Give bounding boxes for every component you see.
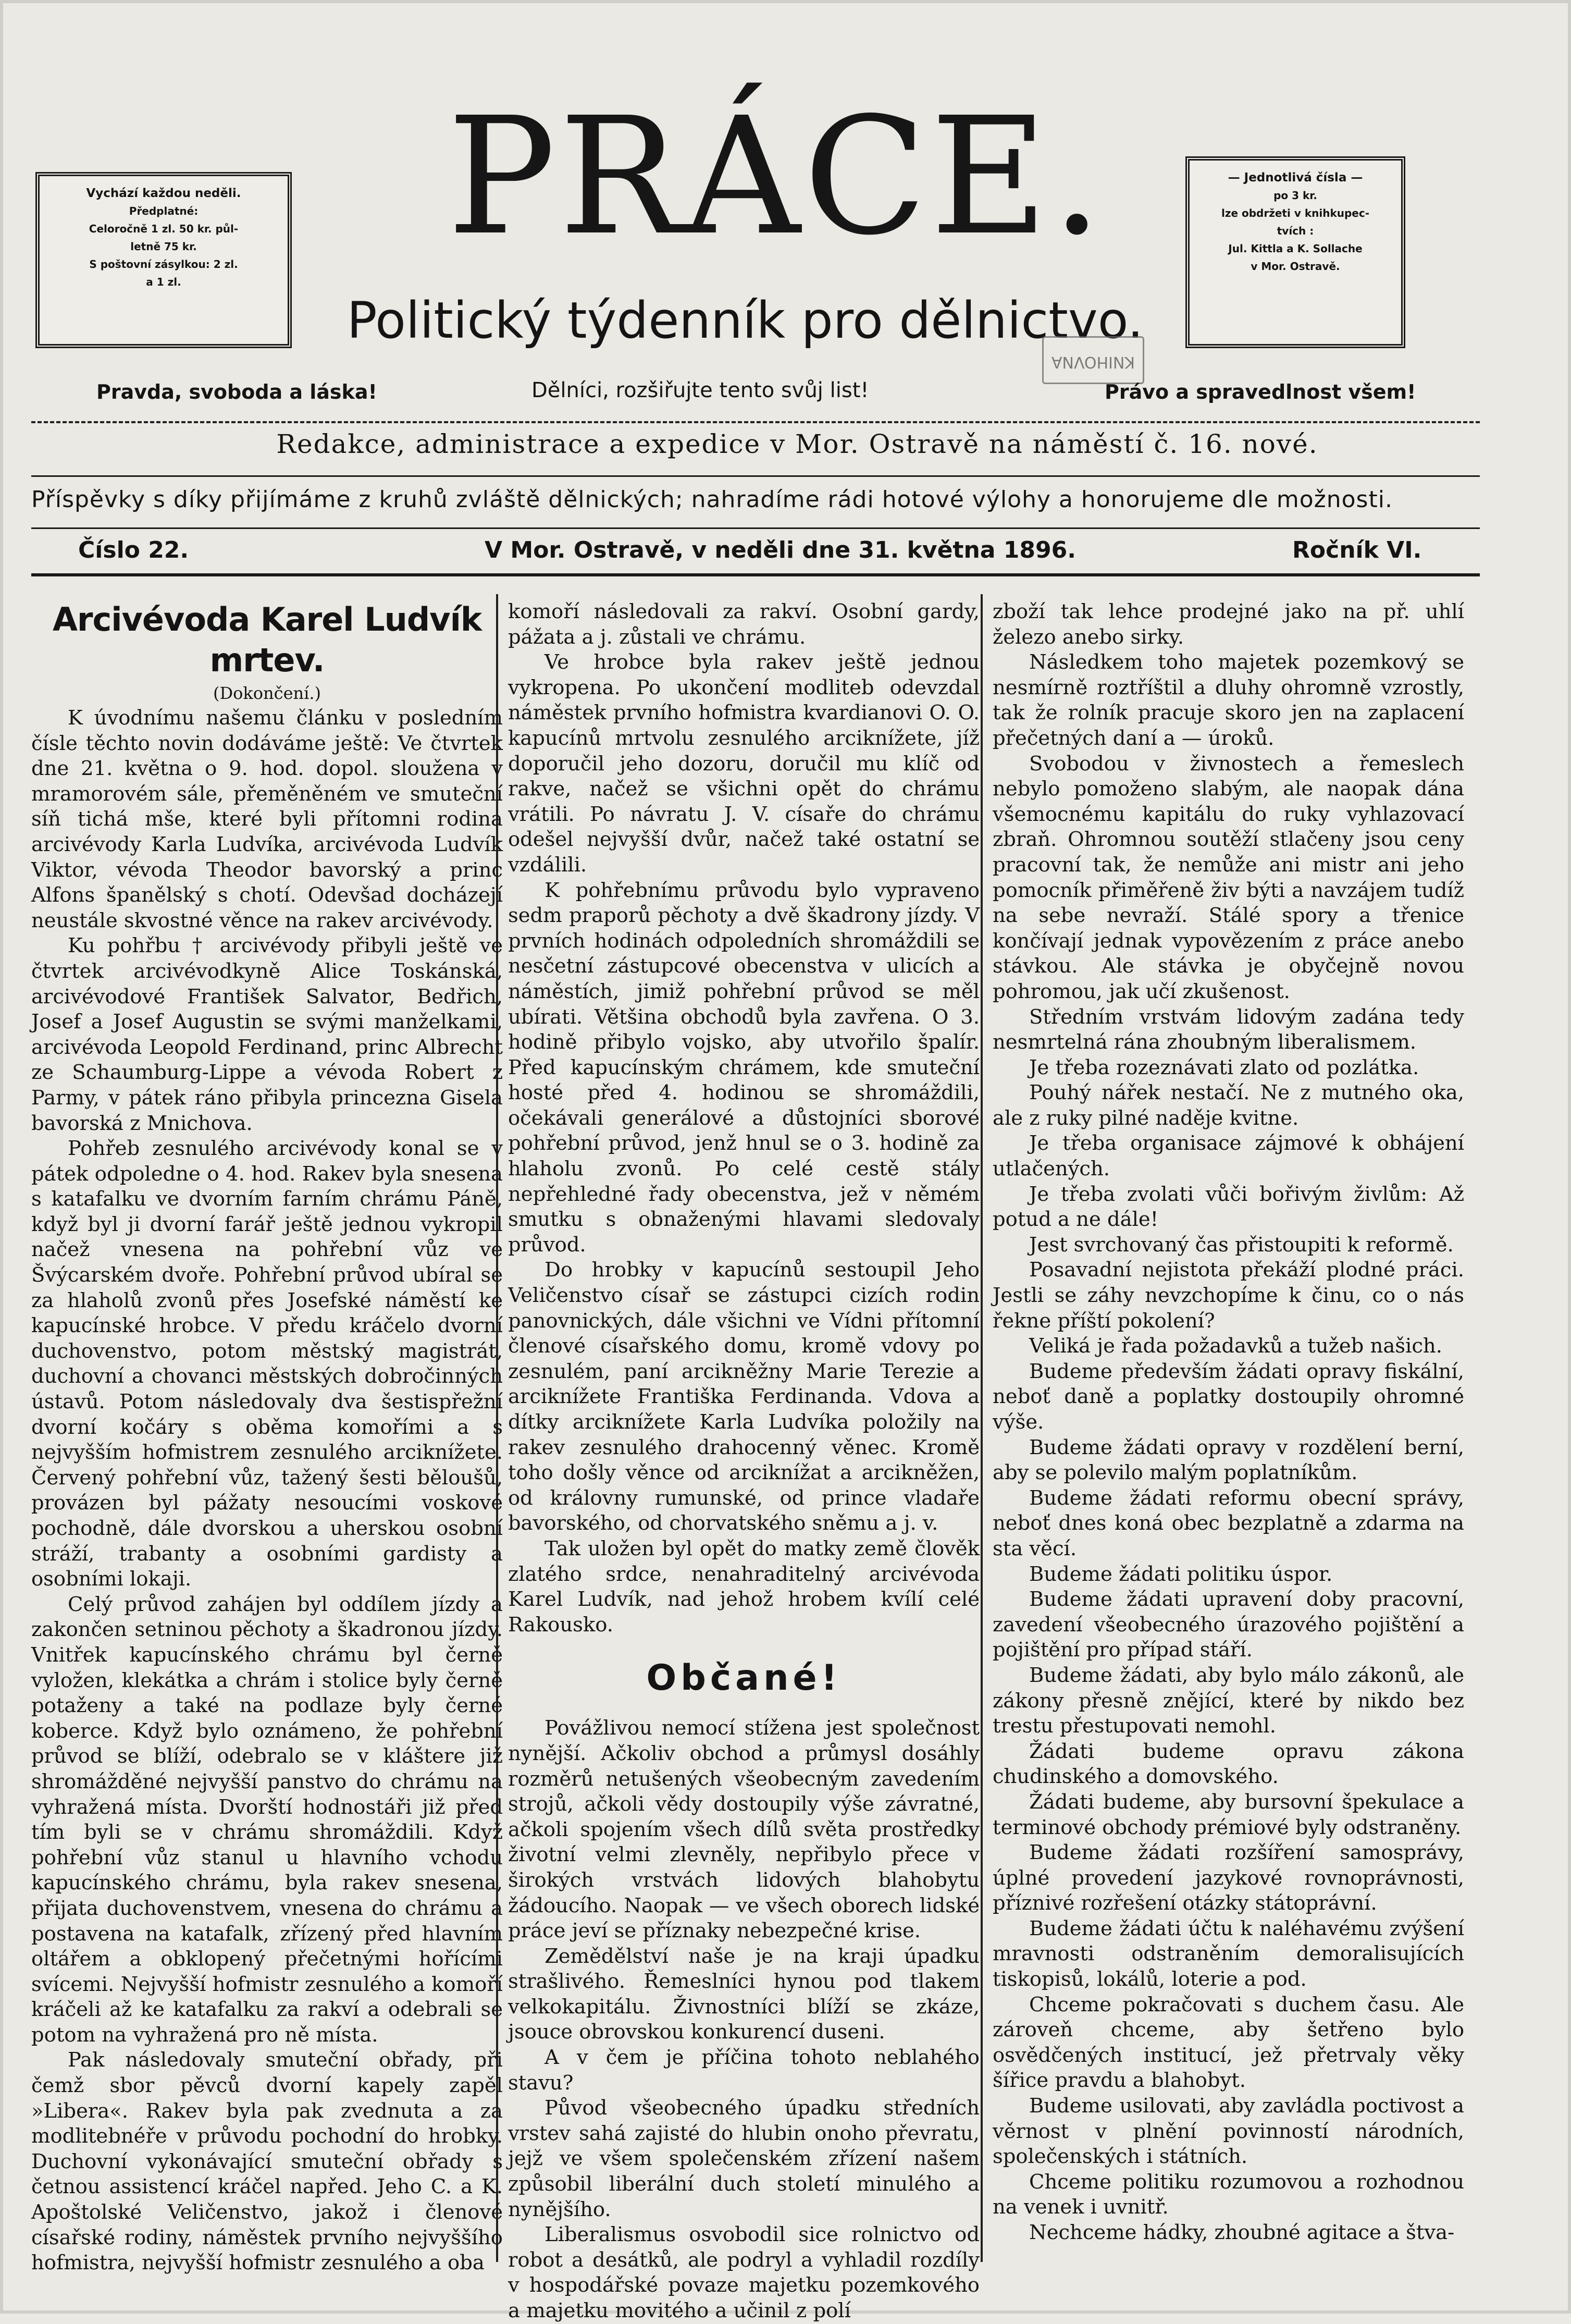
subscription-line: letně 75 kr. [130, 240, 197, 253]
article-paragraph: Je třeba zvolati vůči bořivým živlům: Až potud a ne dále! [993, 1182, 1464, 1232]
article-headline: Občané! [646, 1657, 842, 1699]
price-line: v Mor. Ostravě. [1251, 260, 1340, 273]
issue-date: V Mor. Ostravě, v neděli dne 31. května 1896. [485, 537, 1076, 563]
article-paragraph: Nechceme hádky, zhoubné agitace a štva- [1029, 2221, 1455, 2244]
subscription-line: a 1 zl. [146, 276, 181, 288]
subscription-line: Celoročně 1 zl. 50 kr. půl- [89, 223, 239, 235]
article-paragraph: Budeme žádati reformu obecní správy, neboť dnes koná obec bezplatně a zdarma na sta věcí. [993, 1486, 1464, 1560]
article-paragraph: Zemědělství naše je na kraji úpadku strašlivého. Řemeslníci hynou pod tlakem velkokapitálu. Živnostníci blíží se zkáze, jsouce obrovskou konkurencí duseni. [508, 1944, 980, 2044]
article-paragraph: Posavadní nejistota překáží plodné práci. Jestli se záhy nevzchopíme k činu, co o nás řekne příští pokolení? [993, 1258, 1464, 1333]
divider [31, 573, 1480, 576]
subscription-line: Předplatné: [129, 205, 199, 217]
article-paragraph: Budeme žádati opravy v rozdělení berní, aby se polevilo malým poplatníkům. [993, 1435, 1464, 1485]
issue-volume: Ročník VI. [1292, 537, 1422, 563]
newspaper-title: PRÁCE. [447, 83, 1106, 271]
article-paragraph: Budeme žádati upravení doby pracovní, zavedení všeobecného úrazového pojištění a pojištění pro případ stáří. [993, 1588, 1464, 1662]
motto-left: Pravda, svoboda a láska! [96, 380, 377, 403]
article-paragraph: Budeme žádati, aby bylo málo zákonů, ale zákony přesně znějící, které by nikdo bez trestu přestupovati nemohl. [993, 1663, 1464, 1738]
article-paragraph: Budeme žádati účtu k naléhavému zvýšení mravnosti odstraněním demoralisujících tiskopisů, lokálů, loterie a pod. [993, 1916, 1464, 1991]
article-paragraph: Středním vrstvám lidovým zadána tedy nesmrtelná rána zhoubným liberalismem. [993, 1005, 1464, 1054]
article-paragraph: Původ všeobecného úpadku středních vrstev sahá zajisté do hlubin onoho převratu, jejž ve všem společenském zřízení našem způsobil liberální duch století minulého a nynějšího. [508, 2096, 980, 2221]
article-paragraph: Tak uložen byl opět do matky země člověk zlatého srdce, nenahraditelný arcivévoda Karel Ludvík, nad jehož hrobem kvílí celé Rakousko. [508, 1536, 980, 1637]
article-paragraph: Pouhý nářek nestačí. Ne z mutného oka, ale z ruky pilné naděje kvitne. [993, 1081, 1464, 1130]
price-line: lze obdržeti v knihkupec- [1221, 207, 1370, 219]
price-line: tvích : [1277, 225, 1314, 237]
article-paragraph: Budeme usilovati, aby zavládla poctivost a věrnost v plnění povinností národních, společenských i státních. [993, 2094, 1464, 2169]
article-paragraph: Liberalismus osvobodil sice rolnictvo od robot a desátků, ale podryl a vyhladil rozdíly v hospodářské povaze majetku pozemkového a majetku movitého a učinil z polí [508, 2223, 980, 2322]
article-paragraph: Jest svrchovaný čas přistoupiti k reformě. [1029, 1233, 1454, 1257]
price-line: po 3 kr. [1273, 189, 1317, 202]
article-paragraph: Pohřeb zesnulého arcivévody konal se v pátek odpoledne o 4. hod. Rakev byla snesena s katafalku ve dvorním farním chrámu Páně, když byl ji dvorní farář ještě jednou vykropil načež vnesena na pohřební vůz ve Švýcarském dvoře. Pohřební průvod ubíral se za hlaholů zvonů přes Josefské náměstí ke kapucínské hrobce. V předu kráčelo dvorní duchovenstvo, potom městský magistrát, duchovní a chovanci městských dobročinných ústavů. Potom následovaly dva šestispřežní dvorní kočáry s oběma komořími a s nejvyšším hofmistrem zesnulého arciknížete. Červený pohřební vůz, tažený šesti běloušů, provázen byl pážaty nesoucími voskové pochodně, dále dvorskou a uherskou osobní stráží, trabanty a osobními gardisty a osobními lokaji. [31, 1137, 503, 1591]
price-line: Jul. Kittla a K. Sollache [1228, 242, 1363, 255]
divider [31, 527, 1480, 529]
article-paragraph: Chceme politiku rozumovou a rozhodnou na venek i uvnitř. [993, 2170, 1464, 2219]
article-paragraph: Budeme žádati rozšíření samosprávy, úplné provedení jazykové rovnoprávnosti, příznivé rozřešení otázky státoprávní. [993, 1841, 1464, 1915]
article-paragraph: Budeme žádati politiku úspor. [1029, 1562, 1333, 1586]
article-paragraph: zboží tak lehce prodejné jako na př. uhlí železo anebo sirky. [993, 600, 1464, 649]
article-paragraph: komoří následovali za rakví. Osobní gardy, pážata a j. zůstali ve chrámu. [508, 600, 980, 649]
article-paragraph: Ve hrobce byla rakev ještě jednou vykropena. Po ukončení modliteb odevzdal náměstek prvního hofmistra kvardianovi O. O. kapucínů mrtvolu zesnulého arciknížete, jíž doporučil jeho dozoru, doručil mu klíč od rakve, načež se všichni opět do chrámu vrátili. Po návratu J. V. císaře do chrámu odešel nejvyšší dvůr, načež také ostatní se vzdálili. [508, 650, 980, 877]
article-paragraph: Budeme především žádati opravy fiskální, neboť daně a poplatky dostoupily ohromné výše. [993, 1359, 1464, 1434]
article-headline: Arcivévoda Karel Ludvík mrtev. [52, 600, 482, 679]
contributions-line: Příspěvky s díky přijímáme z kruhů zvláště dělnických; nahradíme rádi hotové výlohy a honorujeme dle možnosti. [31, 486, 1393, 513]
subscription-line: Vychází každou neděli. [86, 187, 241, 200]
newspaper-subtitle: Politický týdenník pro dělnictvo. [347, 291, 1144, 350]
divider [31, 475, 1480, 477]
article-paragraph: Svobodou v živnostech a řemeslech nebylo pomoženo slabým, ale naopak dána všemocnému kapitálu do ruky vyhlazovací zbraň. Ohromnou soutěží stlačeny jsou ceny pracovní tak, že nemůže ani mistr ani jeho pomocník přiměřeně živ býti a navzájem tudíž na sebe nevraží. Stálé spory a třenice končívají jednak vypovězením z práce anebo stávkou. Ale stávka je obyčejně novou pohromou, jak učí zkušenost. [993, 752, 1464, 1003]
article-paragraph: Celý průvod zahájen byl oddílem jízdy a zakončen setninou pěchoty a škadronou jízdy. Vnitřek kapucínského chrámu byl černě vyložen, klekátka a chrám i stolice byly černě potaženy a také na podlaze byly černé koberce. Když bylo oznámeno, že pohřební průvod se blíží, odebralo se v kláštere již shromážděné nejvyšší panstvo do chrámu na vyhražená místa. Dvorští hodnostáři již před tím byli se v chrámu shromáždili. Když pohřební vůz stanul u hlavního vchodu kapucínského chrámu, byla rakev snesena, přijata duchovenstvem, vnesena do chrámu a postavena na katafalk, zřízený před hlavním oltářem a obklopený přečetnými hořícími svícemi. Nejvyšší hofmistr zesnulého a komoří kráčeli až ke katafalku za rakví a odebrali se potom na vyhražená pro ně místa. [31, 1592, 503, 2047]
subscription-line: S poštovní zásylkou: 2 zl. [89, 258, 238, 270]
article-paragraph: Žádati budeme opravu zákona chudinského a domovského. [993, 1739, 1464, 1789]
issue-number: Číslo 22. [78, 537, 189, 563]
column-rule [981, 594, 983, 2262]
price-line: — Jednotlivá čísla — [1228, 171, 1363, 185]
article-paragraph: Do hrobky v kapucínů sestoupil Jeho Veličenstvo císař se zástupci cizích rodin panovnických, dále všichni ve Vídni přítomní členové císařského domu, kromě vdovy po zesnulém, paní arcikněžny Marie Terezie a arciknížete Františka Ferdinanda. Vdova a dítky arciknížete Karla Ludvíka položily na rakev zesnulého drahocenný věnec. Kromě toho došly věnce od arciknížat a arcikněžen, od královny rumunské, od prince vladaře bavorského, od chorvatského sněmu a j. v. [508, 1258, 980, 1535]
motto-center: Dělníci, rozšiřujte tento svůj list! [531, 378, 869, 402]
column-3 [993, 599, 1464, 2246]
article-paragraph: K úvodnímu našemu článku v posledním čísle těchto novin dodáváme ještě: Ve čtvrtek dne 21. května o 9. hod. dopol. sloužena v mramorovém sále, přeměněném ve smuteční síň tichá mše, které byli přítomni rodina arcivévody Karla Ludvíka, arcivévoda Ludvík Viktor, vévoda Theodor bavorský a princ Alfons španělský s chotí. Odevšad docházejí neustále skvostné věnce na rakev arcivévody. [31, 706, 503, 932]
column-1 [31, 599, 503, 2276]
motto-right: Právo a spravedlnost všem! [1105, 380, 1416, 403]
article-paragraph: A v čem je příčina tohoto neblahého stavu? [508, 2046, 980, 2095]
article-paragraph: Žádati budeme, aby bursovní špekulace a terminové obchody prémiové byly odstraněny. [993, 1790, 1464, 1839]
library-stamp: KNIHOVNA [1042, 336, 1144, 384]
article-paragraph: Veliká je řada požadavků a tužeb našich. [1029, 1334, 1442, 1358]
subscription-box [35, 172, 292, 348]
article-paragraph: Ku pohřbu † arcivévody přibyli ještě ve čtvrtek arcivévodkyně Alice Toskánská, arcivévodové František Salvator, Bedřich, Josef a Josef Augustin se svými manželkami, arcivévoda Leopold Ferdinand, princ Albrecht ze Schaumburg-Lippe a vévoda Robert z Parmy, v pátek ráno přibyla princezna Gisela bavorská z Mnichova. [31, 934, 503, 1135]
article-paragraph: K pohřebnímu průvodu bylo vypraveno sedm praporů pěchoty a dvě škadrony jízdy. V prvních hodinách odpoledních shromáždili se nesčetní zástupcové obecenstva v ulicích a náměstích, jimiž pohřební průvod se měl ubírati. Většina obchodů byla zavřena. O 3. hodině přibylo vojsko, aby utvořilo špalír. Před kapucínským chrámem, kde smuteční hosté před 4. hodinou se shromáždili, očekávali generálové a důstojníci sborové pohřební průvod, jenž hnul se o 3. hodině za hlaholu zvonů. Po celé cestě stály nepřehledné řady obecenstva, jež v němém smutku s obnaženými hlavami sledovaly průvod. [508, 878, 980, 1257]
article-paragraph: Povážlivou nemocí stížena jest společnost nynější. Ačkoliv obchod a průmysl dosáhly rozměrů netušených všeobecným zavedením strojů, ačkoli vědy dostoupily výše závratné, ačkoli spojením všech dílů světa prostředky životní velmi zlevněly, nepřibylo přece v širokých vrstvách lidových blahobytu žádoucího. Naopak — ve všech oborech lidské práce jeví se příznaky nebezpečné krise. [508, 1716, 980, 1943]
article-paragraph: Je třeba rozeznávati zlato od pozlátka. [1029, 1055, 1419, 1079]
article-paragraph: Následkem toho majetek pozemkový se nesmírně roztříštil a dluhy ohromně vzrostly, tak že rolník pracuje skoro jen na zaplacení přečetných daní a — úroků. [993, 650, 1464, 750]
article-paragraph: Pak následovaly smuteční obřady, při čemž sbor pěvců dvorní kapely zapěl »Libera«. Rakev byla pak zvednuta a za modlitebnéře v průvodu pochodní do hrobky. Duchovní vykonávající smuteční obřady s četnou assistencí kráčel napřed. Jeho C. a K. Apoštolské Veličenstvo, jakož i členové císařské rodiny, náměstek prvního nejvyššího hofmistra, nejvyšší hofmistr zesnulého a oba [31, 2048, 503, 2275]
price-box [1185, 156, 1405, 348]
column-2 [508, 599, 980, 2324]
admin-line: Redakce, administrace a expedice v Mor. Ostravě na náměstí č. 16. nové. [276, 429, 1318, 459]
article-continued-note: (Dokončení.) [213, 683, 321, 703]
article-paragraph: Chceme pokračovati s duchem času. Ale zároveň chceme, aby šetřeno bylo osvědčených institucí, jež přetrvaly věky šířice pravdu a blahobyt. [993, 1993, 1464, 2093]
article-paragraph: Je třeba organisace zájmové k obhájení utlačených. [993, 1132, 1464, 1181]
divider [31, 421, 1480, 423]
